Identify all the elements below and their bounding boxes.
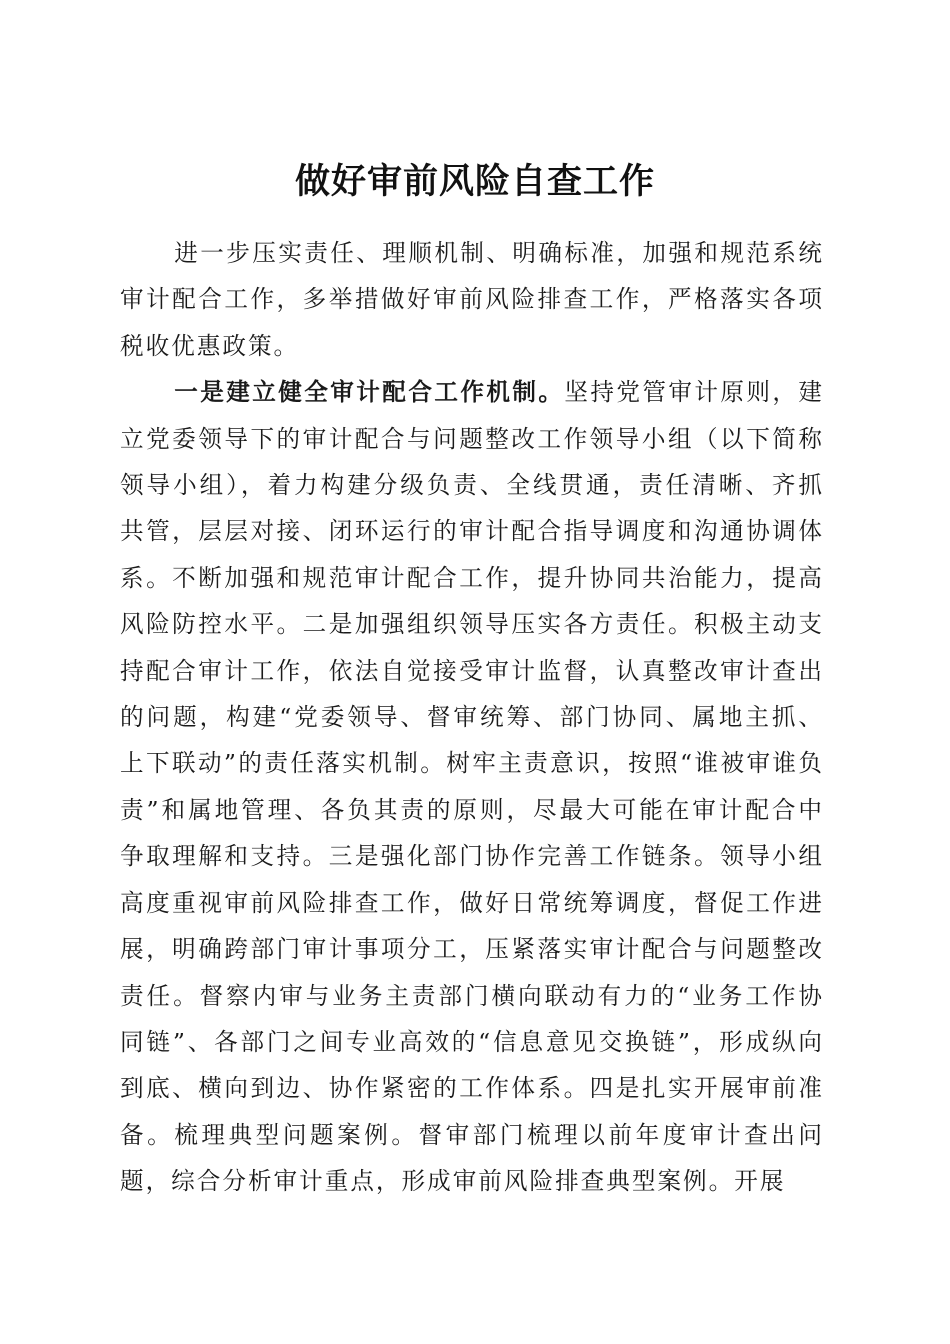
section-paragraph: [120, 369, 824, 1204]
intro-paragraph: 进一步压实责任、理顺机制、明确标准，加强和规范系统审计配合工作，多举措做好审前风险排查工作，严格落实各项税收优惠政策。: [120, 239, 824, 360]
section-lead-heading: 一是建立健全审计配合工作机制。: [174, 378, 565, 407]
page-title: 做好审前风险自查工作: [294, 161, 655, 203]
section-body-text: 坚持党管审计原则，建立党委领导下的审计配合与问题整改工作领导小组（以下简称领导小组），着力构建分级负责、全线贯通，责任清晰、齐抓共管，层层对接、闭环运行的审计配合指导调度和沟通协调体系。不断加强和规范审计配合工作，提升协同共治能力，提高风险防控水平。二是加强组织领导压实各方责任。积极主动支持配合审计工作，依法自觉接受审计监督，认真整改审计查出的问题，构建“党委领导、督审统筹、部门协同、属地主抓、上下联动”的责任落实机制。树牢主责意识，按照“谁被审谁负责”和属地管理、各负其责的原则，尽最大可能在审计配合中争取理解和支持。三是强化部门协作完善工作链条。领导小组高度重视审前风险排查工作，做好日常统筹调度，督促工作进展，明确跨部门审计事项分工，压紧落实审计配合与问题整改责任。督察内审与业务主责部门横向联动有力的“业务工作协同链”、各部门之间专业高效的“信息意见交换链”，形成纵向到底、横向到边、协作紧密的工作体系。四是扎实开展审前准备。梳理典型问题案例。督审部门梳理以前年度审计查出问题，综合分析审计重点，形成审前风险排查典型案例。开展: [120, 378, 825, 1196]
document-body: [120, 230, 824, 1205]
